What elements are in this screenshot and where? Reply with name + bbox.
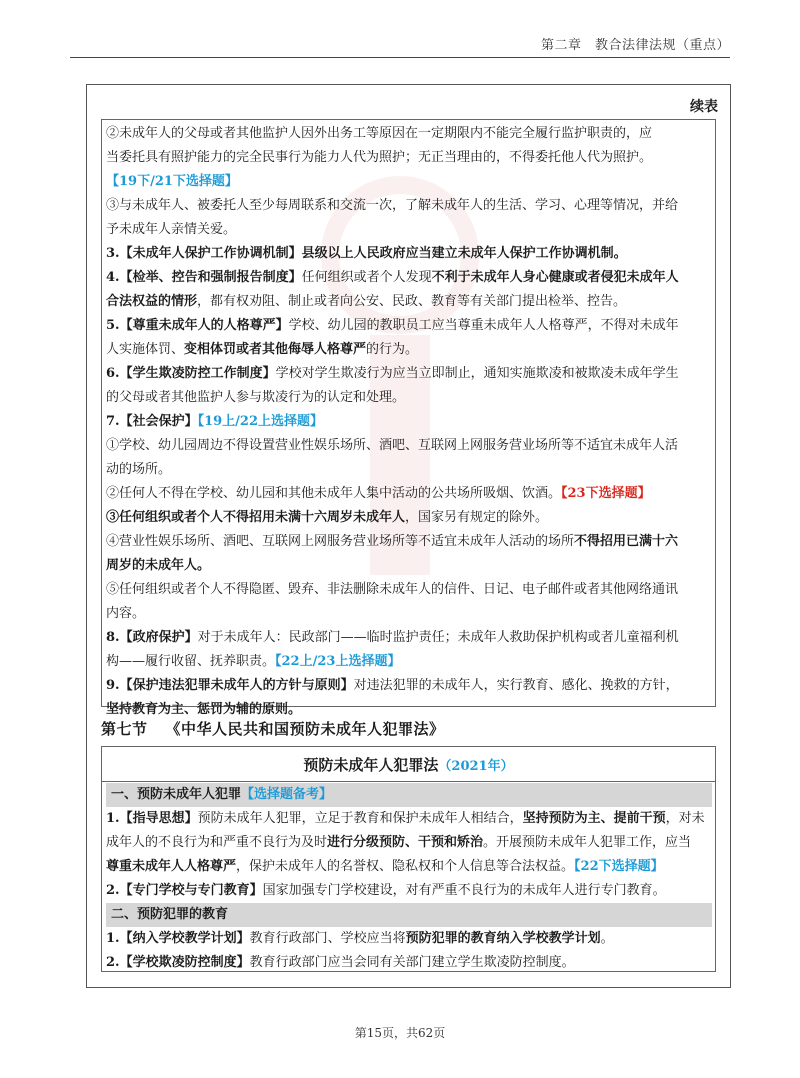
social-5 <box>106 578 712 602</box>
header-divider <box>70 57 730 58</box>
guardian-line <box>106 146 712 170</box>
continued-label: 续表 <box>690 99 718 115</box>
social-1 <box>106 458 712 482</box>
text: 内容。 <box>106 606 146 621</box>
social-2 <box>106 482 712 506</box>
text: 教育行政部门、学校应当将 <box>249 931 406 946</box>
point-1 <box>106 855 712 879</box>
text: ②任何人不得在学校、幼儿园和其他未成年人集中活动的公共场所吸烟、饮酒。 <box>106 486 562 501</box>
point-1 <box>106 831 712 855</box>
social-4 <box>106 530 712 554</box>
text: ，都有权劝阻、制止或者向公安、民政、教育等有关部门提出检举、控告。 <box>197 294 627 309</box>
item-heading: 4.【检举、控告和强制报告制度】 <box>106 270 302 285</box>
law-title-divider <box>101 781 716 782</box>
item-8 <box>106 650 712 674</box>
item-heading: 8.【政府保护】 <box>106 630 198 645</box>
item-heading: 2.【学校欺凌防控制度】 <box>106 955 250 970</box>
text: 任何组织或者个人发现 <box>301 270 432 285</box>
item-heading: 7.【社会保护】 <box>106 414 198 429</box>
bold-text: 不得招用已满十六 <box>574 534 679 549</box>
item-heading: 9.【保护违法犯罪未成年人的方针与原则】 <box>106 678 354 693</box>
text: ④营业性娱乐场所、酒吧、互联网上网服务营业场所等不适宜未成年人活动的场所 <box>106 534 575 549</box>
bold-text: 坚持预防为主、提前干预 <box>522 811 666 826</box>
bold-text: 合法权益的情形 <box>106 294 198 309</box>
text: 。 <box>600 931 614 946</box>
item-6 <box>106 362 712 386</box>
exam-tag-label: 【22上/23上选择题】 <box>275 654 401 669</box>
edu-point-1 <box>106 927 712 951</box>
social-1 <box>106 434 712 458</box>
bold-text: 预防犯罪的教育纳入学校教学计划 <box>405 931 601 946</box>
text: 学校对学生欺凌行为应当立即制止，通知实施欺凌和被欺凌未成年学生 <box>275 366 679 381</box>
exam-tag-label: 【19上/22上选择题】 <box>197 414 324 429</box>
exam-tag-label: 【19下/21下选择题】 <box>106 174 238 189</box>
guardian-line <box>106 122 712 146</box>
text: 的行为。 <box>366 342 419 357</box>
text: ②未成年人的父母或者其他监护人因外出务工等原因在一定期限内不能完全履行监护职责的，应 <box>106 126 653 141</box>
text: 予未成年人亲情关爱。 <box>106 222 237 237</box>
item-5 <box>106 338 712 362</box>
exam-tag <box>106 170 712 194</box>
subheading-education <box>106 903 712 927</box>
item-4 <box>106 290 712 314</box>
text: ，国家另有规定的除外。 <box>405 510 549 525</box>
bold-text: ③任何组织或者个人不得招用未满十六周岁未成年人 <box>106 510 406 525</box>
item-9 <box>106 674 712 698</box>
text: 构——履行收留、抚养职责。 <box>106 654 276 669</box>
text: ①学校、幼儿园周边不得设置营业性娱乐场所、酒吧、互联网上网服务营业场所等不适宜未成年人活 <box>106 438 679 453</box>
chapter-header: 第二章 教合法律法规（重点） <box>540 38 730 53</box>
bold-text: 周岁的未成年人。 <box>106 558 211 573</box>
bold-text: 不利于未成年人身心健康或者侵犯未成年人 <box>431 270 679 285</box>
text: 教育行政部门应当会同有关部门建立学生欺凌防控制度。 <box>249 955 575 970</box>
contact-line <box>106 218 712 242</box>
law-title <box>101 754 716 775</box>
exam-tag-label: 【22下选择题】 <box>574 859 664 874</box>
text: 动的场所。 <box>106 462 172 477</box>
item-heading: 1.【指导思想】 <box>106 811 198 826</box>
social-3 <box>106 506 712 530</box>
item-3 <box>106 242 712 266</box>
item-4 <box>106 266 712 290</box>
table-content <box>106 122 712 722</box>
item-6 <box>106 386 712 410</box>
text: 人实施体罚、 <box>106 342 185 357</box>
bold-text: 变相体罚或者其他侮辱人格尊严 <box>184 342 367 357</box>
social-5 <box>106 602 712 626</box>
text: 成年人的不良行为和严重不良行为及时 <box>106 835 328 850</box>
bold-text: 尊重未成年人人格尊严 <box>106 859 237 874</box>
text: 当委托具有照护能力的完全民事行为能力人代为照护；无正当理由的，不得委托他人代为照护。 <box>106 150 653 165</box>
subheading-prevention <box>106 783 712 807</box>
section-title <box>101 718 463 739</box>
text: ⑤任何组织或者个人不得隐匿、毁弃、非法删除未成年人的信件、日记、电子邮件或者其他网络通讯 <box>106 582 679 597</box>
text: ③与未成年人、被委托人至少每周联系和交流一次，了解未成年人的生活、学习、心理等情况，并给 <box>106 198 679 213</box>
exam-tag-label: 【选择题备考】 <box>241 787 333 802</box>
law-content <box>106 783 712 975</box>
text: 预防未成年人犯罪，立足于教育和保护未成年人相结合， <box>197 811 523 826</box>
social-4 <box>106 554 712 578</box>
text: ，对未 <box>665 811 705 826</box>
subheading-text: 二、预防犯罪的教育 <box>111 907 229 922</box>
item-heading: 1.【纳入学校教学计划】 <box>106 931 250 946</box>
edu-point-2 <box>106 951 712 975</box>
text: ，保护未成年人的名誉权、隐私权和个人信息等合法权益。 <box>236 859 575 874</box>
exam-tag-label: 【23下选择题】 <box>561 486 651 501</box>
point-1 <box>106 807 712 831</box>
text: 学校、幼儿园的教职员工应当尊重未成年人人格尊严，不得对未成年 <box>288 318 679 333</box>
bold-text: 坚持教育为主、惩罚为辅的原则。 <box>106 702 302 717</box>
page-number: 第15页，共62页 <box>354 1026 446 1040</box>
item-7 <box>106 410 712 434</box>
text: 3.【未成年人保护工作协调机制】县级以上人民政府应当建立未成年人保护工作协调机制。 <box>106 246 627 261</box>
text: 的父母或者其他监护人参与欺凌行为的认定和处理。 <box>106 390 406 405</box>
text: 对违法犯罪的未成年人，实行教育、感化、挽救的方针， <box>353 678 679 693</box>
text: 对于未成年人：民政部门——临时监护责任；未成年人救助保护机构或者儿童福利机 <box>197 630 679 645</box>
item-heading: 6.【学生欺凌防控工作制度】 <box>106 366 276 381</box>
text: 国家加强专门学校建设，对有严重不良行为的未成年人进行专门教育。 <box>262 883 666 898</box>
item-heading: 2.【专门学校与专门教育】 <box>106 883 263 898</box>
bold-text: 进行分级预防、干预和矫治 <box>327 835 484 850</box>
section-name: 《中华人民共和国预防未成年人犯罪法》 <box>165 720 445 738</box>
subheading-text: 一、预防未成年人犯罪 <box>111 787 242 802</box>
law-year: （2021年） <box>438 759 514 774</box>
point-2 <box>106 879 712 903</box>
item-5 <box>106 314 712 338</box>
item-heading: 5.【尊重未成年人的人格尊严】 <box>106 318 289 333</box>
text: 。开展预防未成年人犯罪工作，应当 <box>483 835 692 850</box>
item-8 <box>106 626 712 650</box>
section-number: 第七节 <box>101 720 148 738</box>
law-name: 预防未成年人犯罪法 <box>303 756 439 774</box>
contact-line <box>106 194 712 218</box>
